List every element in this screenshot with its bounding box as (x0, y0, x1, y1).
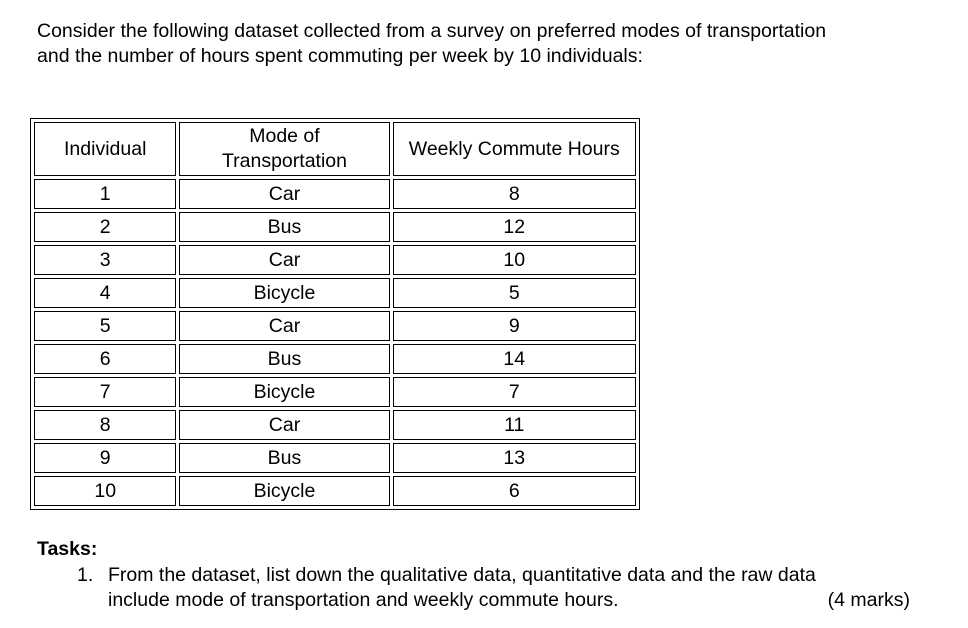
table-row (34, 311, 636, 341)
cell-mode: Car (179, 179, 389, 209)
cell-hours: 12 (393, 212, 636, 242)
cell-individual: 1 (34, 179, 176, 209)
table-header-row (34, 122, 636, 176)
table-row (34, 443, 636, 473)
table-row (34, 179, 636, 209)
dataset-table (30, 118, 640, 510)
table-row (34, 212, 636, 242)
cell-mode: Car (179, 311, 389, 341)
cell-individual: 9 (34, 443, 176, 473)
cell-mode: Bus (179, 212, 389, 242)
table-row (34, 245, 636, 275)
task-text-line-2: include mode of transportation and weekly commute hours. (108, 589, 619, 611)
table-row (34, 410, 636, 440)
cell-individual: 2 (34, 212, 176, 242)
header-mode-line-2: Transportation (221, 150, 347, 172)
cell-hours: 10 (393, 245, 636, 275)
cell-mode: Bus (179, 443, 389, 473)
task-text-line-1: From the dataset, list down the qualitative data, quantitative data and the raw data (108, 564, 816, 586)
cell-individual: 7 (34, 377, 176, 407)
cell-individual: 8 (34, 410, 176, 440)
table-row (34, 476, 636, 506)
cell-mode: Bus (179, 344, 389, 374)
cell-hours: 7 (393, 377, 636, 407)
header-individual: Individual (34, 122, 176, 176)
cell-individual: 6 (34, 344, 176, 374)
cell-hours: 6 (393, 476, 636, 506)
cell-individual: 3 (34, 245, 176, 275)
table-row (34, 278, 636, 308)
header-mode-of-transportation (179, 122, 389, 176)
cell-individual: 5 (34, 311, 176, 341)
cell-mode: Bicycle (179, 476, 389, 506)
cell-hours: 8 (393, 179, 636, 209)
cell-mode: Bicycle (179, 278, 389, 308)
header-weekly-commute-hours: Weekly Commute Hours (393, 122, 636, 176)
task-number: 1. (77, 564, 94, 586)
cell-hours: 13 (393, 443, 636, 473)
cell-mode: Car (179, 245, 389, 275)
intro-line-2: and the number of hours spent commuting per week by 10 individuals: (37, 45, 643, 67)
intro-paragraph (37, 19, 937, 69)
cell-mode: Car (179, 410, 389, 440)
intro-line-1: Consider the following dataset collected from a survey on preferred modes of transportation (37, 20, 827, 42)
cell-individual: 10 (34, 476, 176, 506)
task-text (108, 563, 883, 613)
table-row (34, 344, 636, 374)
cell-mode: Bicycle (179, 377, 389, 407)
table-row (34, 377, 636, 407)
cell-hours: 14 (393, 344, 636, 374)
cell-hours: 9 (393, 311, 636, 341)
cell-hours: 11 (393, 410, 636, 440)
tasks-heading: Tasks: (37, 538, 98, 560)
cell-individual: 4 (34, 278, 176, 308)
task-marks: (4 marks) (827, 589, 910, 611)
header-mode-line-1: Mode of (249, 125, 320, 147)
cell-hours: 5 (393, 278, 636, 308)
